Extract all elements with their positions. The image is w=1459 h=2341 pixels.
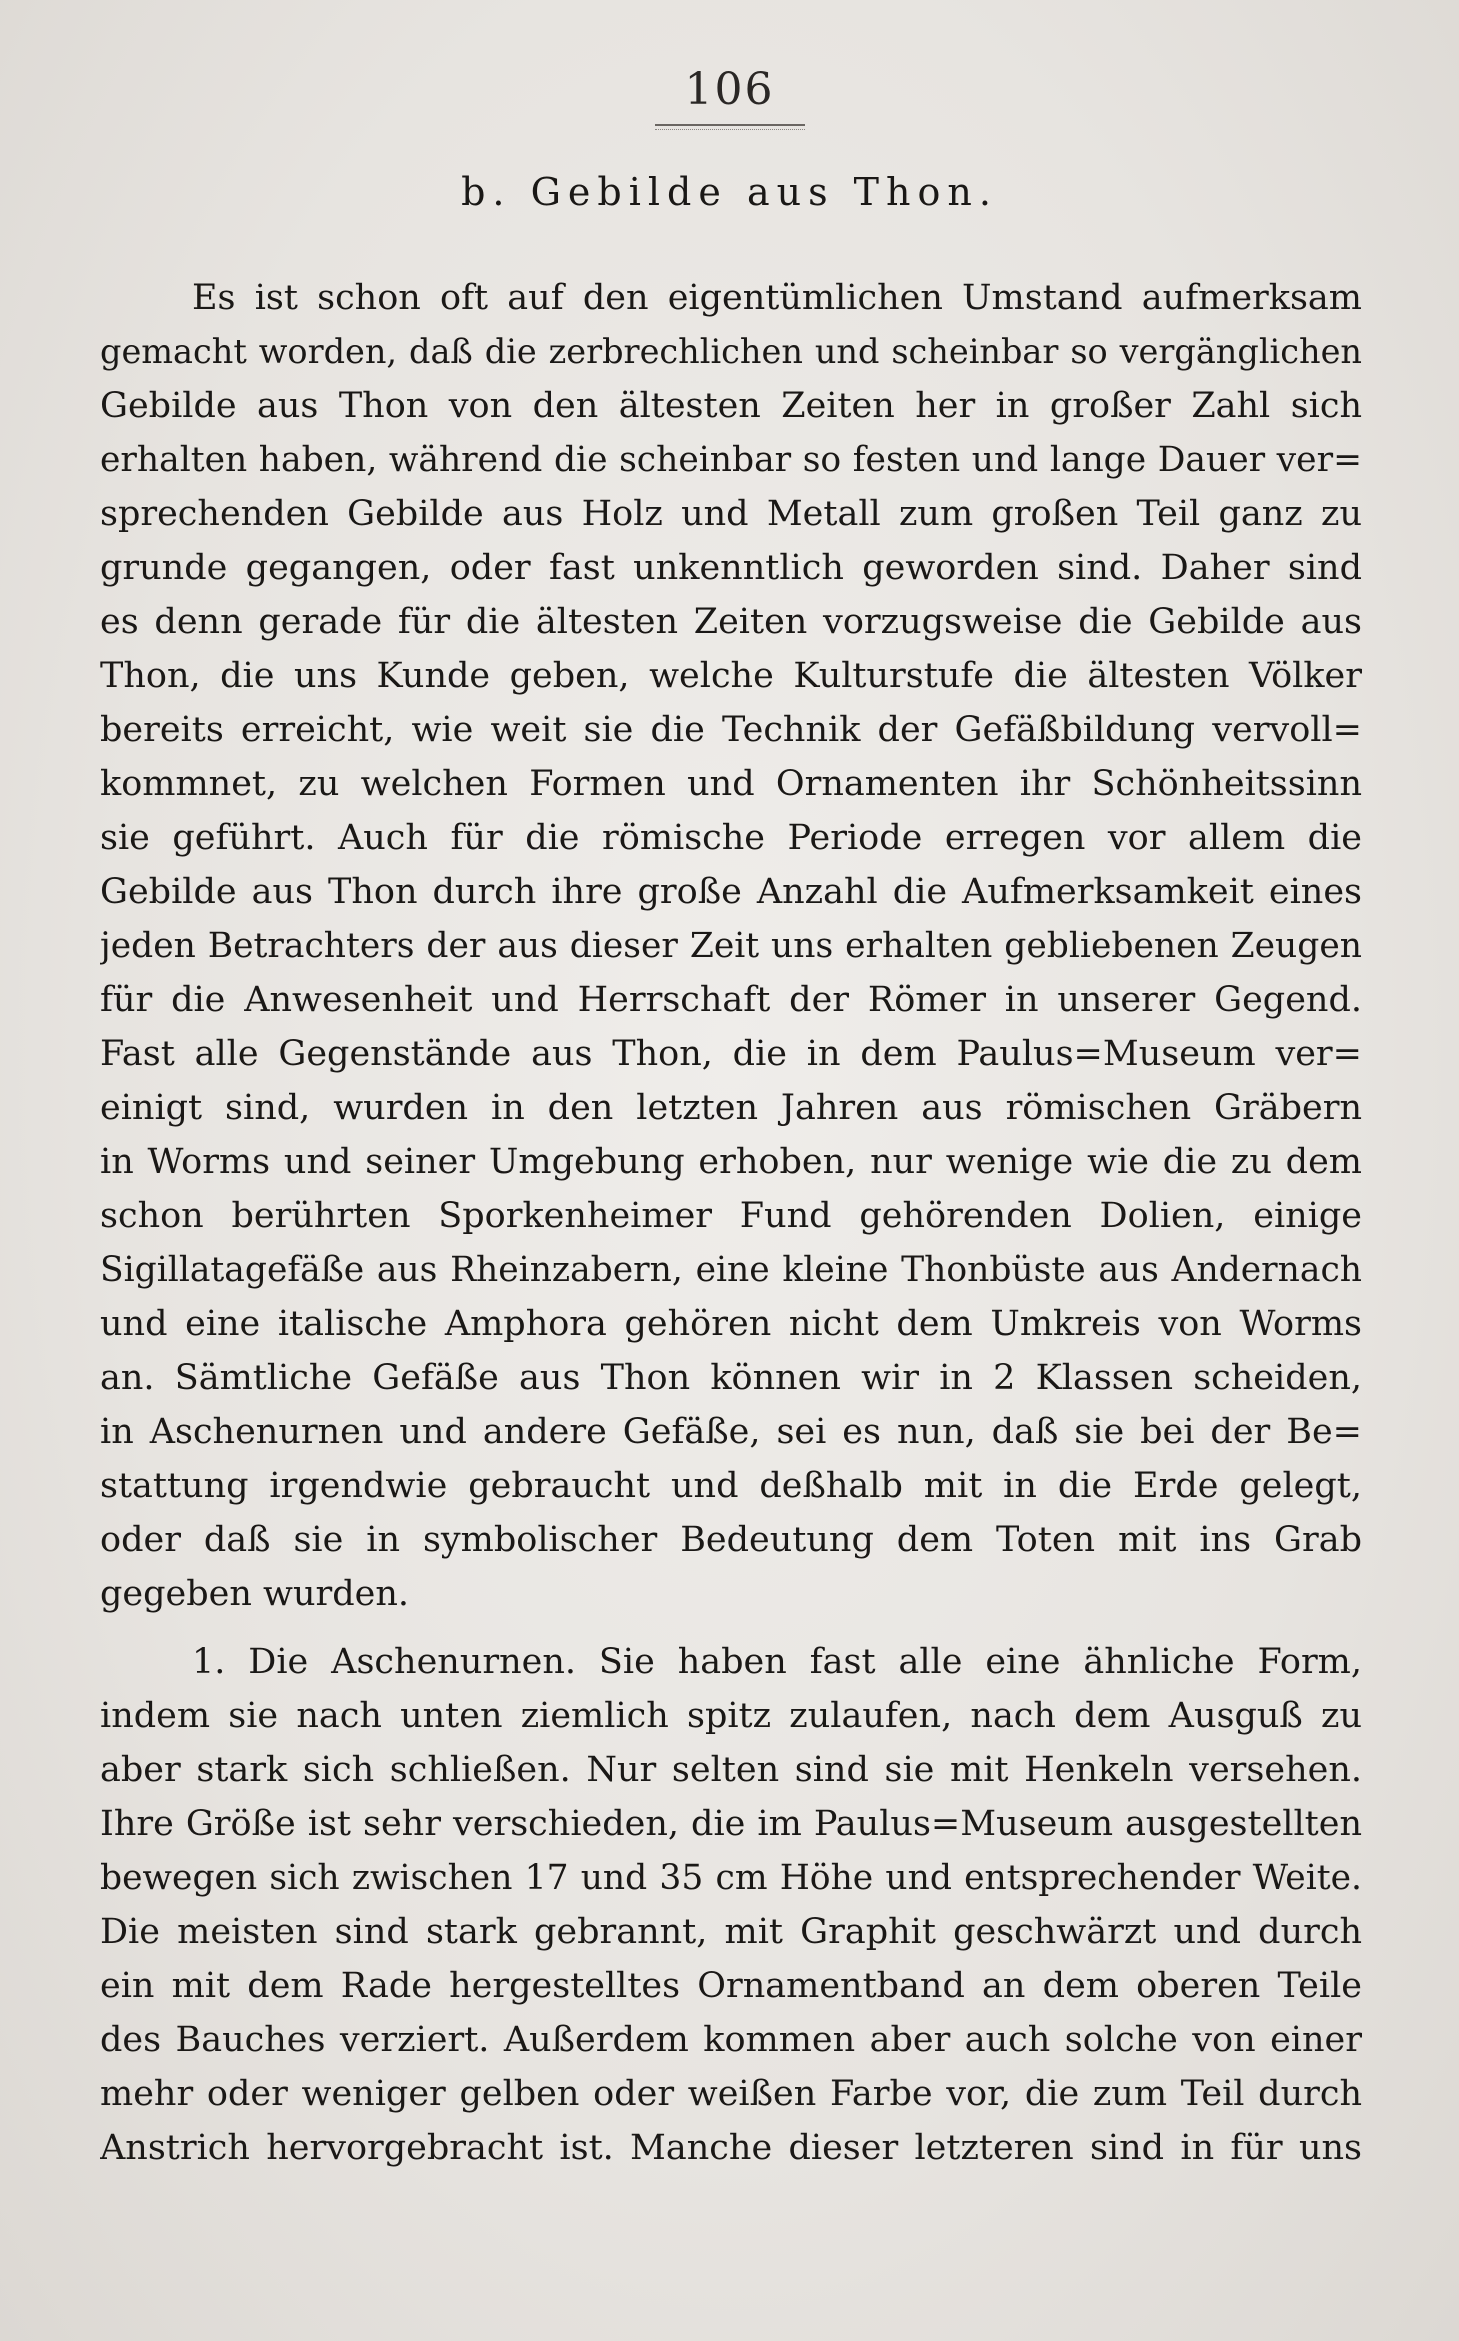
- text-line: sie geführt. Auch für die römische Periode erregen vor allem die: [100, 818, 1362, 858]
- text-line: für die Anwesenheit und Herrschaft der Römer in unserer Gegend.: [100, 980, 1362, 1020]
- text-line: kommnet, zu welchen Formen und Ornamenten ihr Schönheitssinn: [100, 764, 1362, 804]
- text-line: oder daß sie in symbolischer Bedeutung dem Toten mit ins Grab: [100, 1520, 1362, 1560]
- text-line: Gebilde aus Thon durch ihre große Anzahl die Aufmerksamkeit eines: [100, 872, 1362, 912]
- text-line: an. Sämtliche Gefäße aus Thon können wir in 2 Klassen scheiden,: [100, 1358, 1362, 1398]
- text-line: erhalten haben, während die scheinbar so festen und lange Dauer ver=: [100, 440, 1362, 480]
- text-line: und eine italische Amphora gehören nicht dem Umkreis von Worms: [100, 1304, 1362, 1344]
- text-line: Es ist schon oft auf den eigentümlichen Umstand aufmerksam: [192, 278, 1362, 318]
- text-line: stattung irgendwie gebraucht und deßhalb mit in die Erde gelegt,: [100, 1466, 1362, 1506]
- text-line: einigt sind, wurden in den letzten Jahren aus römischen Gräbern: [100, 1088, 1362, 1128]
- text-line: bereits erreicht, wie weit sie die Technik der Gefäßbildung vervoll=: [100, 710, 1362, 750]
- page-number: 106: [684, 64, 775, 115]
- text-line: schon berührten Sporkenheimer Fund gehörenden Dolien, einige: [100, 1196, 1362, 1236]
- text-line: mehr oder weniger gelben oder weißen Farbe vor, die zum Teil durch: [100, 2074, 1362, 2114]
- body-text: [100, 271, 1362, 2175]
- text-line: Gebilde aus Thon von den ältesten Zeiten her in großer Zahl sich: [100, 386, 1362, 426]
- text-line: sprechenden Gebilde aus Holz und Metall zum großen Teil ganz zu: [100, 494, 1362, 534]
- text-line: Die meisten sind stark gebrannt, mit Graphit geschwärzt und durch: [100, 1912, 1362, 1952]
- text-line: in Aschenurnen und andere Gefäße, sei es nun, daß sie bei der Be=: [100, 1412, 1362, 1452]
- text-line: grunde gegangen, oder fast unkenntlich geworden sind. Daher sind: [100, 548, 1362, 588]
- text-line: Anstrich hervorgebracht ist. Manche dieser letzteren sind in für uns: [100, 2128, 1362, 2168]
- text-line: des Bauches verziert. Außerdem kommen aber auch solche von einer: [100, 2020, 1362, 2060]
- text-line: gemacht worden, daß die zerbrechlichen und scheinbar so vergänglichen: [100, 332, 1362, 371]
- text-line: Thon, die uns Kunde geben, welche Kulturstufe die ältesten Völker: [100, 656, 1362, 696]
- text-line: aber stark sich schließen. Nur selten sind sie mit Henkeln versehen.: [100, 1750, 1362, 1790]
- text-line: es denn gerade für die ältesten Zeiten vorzugsweise die Gebilde aus: [100, 602, 1362, 642]
- text-line: bewegen sich zwischen 17 und 35 cm Höhe und entsprechender Weite.: [100, 1858, 1362, 1898]
- text-line: 1. Die Aschenurnen. Sie haben fast alle eine ähnliche Form,: [192, 1642, 1362, 1682]
- text-line: gegeben wurden.: [100, 1574, 410, 1614]
- text-line: indem sie nach unten ziemlich spitz zulaufen, nach dem Ausguß zu: [100, 1696, 1362, 1736]
- text-line: Ihre Größe ist sehr verschieden, die im Paulus=Museum ausgestellten: [100, 1804, 1362, 1844]
- page-number-underline: [655, 124, 805, 132]
- text-line: in Worms und seiner Umgebung erhoben, nur wenige wie die zu dem: [100, 1142, 1362, 1182]
- text-line: Fast alle Gegenstände aus Thon, die in dem Paulus=Museum ver=: [100, 1034, 1362, 1074]
- paragraph-gap: [100, 1621, 1362, 1635]
- text-line: ein mit dem Rade hergestelltes Ornamentband an dem oberen Teile: [100, 1966, 1362, 2006]
- text-line: Sigillatagefäße aus Rheinzabern, eine kleine Thonbüste aus Andernach: [100, 1250, 1362, 1290]
- section-heading: b. Gebilde aus Thon.: [461, 170, 998, 214]
- text-line: jeden Betrachters der aus dieser Zeit uns erhalten gebliebenen Zeugen: [100, 926, 1362, 966]
